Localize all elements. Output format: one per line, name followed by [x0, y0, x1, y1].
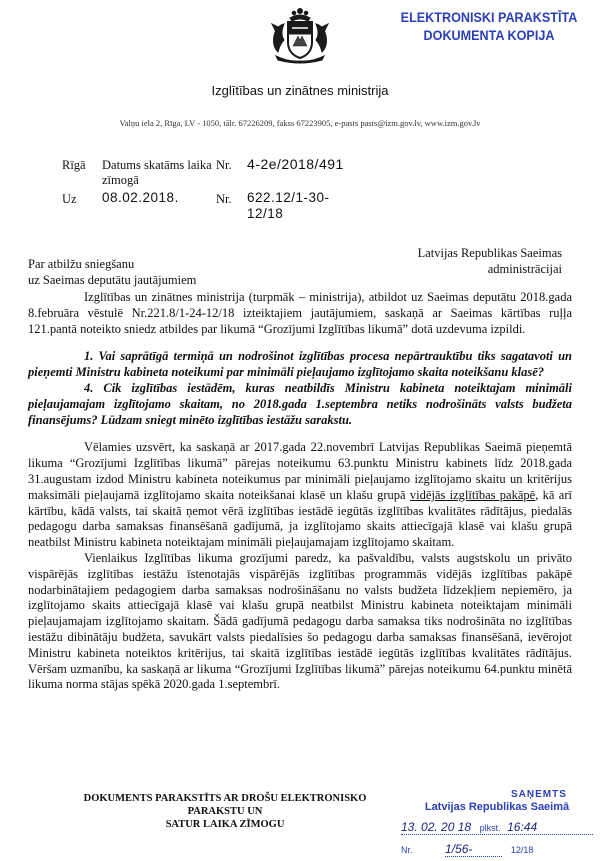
- paragraph-text-b: , kā arī kārtību, kādā valsts, tai skaitā ņemot vērā izglītības iestādē iegūtās izglītības kvalitātes rādītājus, piedalās pedagogu darba samaksas finansēšanā gadījumā, ja izglītojamo skaits attiecīgajā klasē vai klašu grupā neatbilst Ministru kabineta noteiktajam minimāli pieļaujamajam izglītojamo skaitam.: [28, 487, 572, 550]
- copy-note-line1: ELEKTRONISKI PARAKSTĪTA: [400, 9, 578, 25]
- letter-body: [28, 290, 572, 701]
- stamp-date-value: 13. 02. 20 18: [401, 820, 472, 834]
- ministry-name: Izglītības un zinātnes ministrija: [211, 83, 389, 98]
- meta-ref-number-line1: 622.12/1-30-: [247, 190, 330, 205]
- footer-line1: DOKUMENTS PARAKSTĪTS AR DROŠU ELEKTRONISKO PARAKSTU UN: [83, 793, 367, 817]
- meta-ref-number-line2: 12/18: [247, 206, 284, 221]
- recipient-line2: administrācijai: [487, 262, 562, 276]
- stamp-date-row: [401, 820, 593, 835]
- meta-nr-label: Nr.: [216, 158, 232, 172]
- coat-of-arms-emblem: [262, 6, 338, 66]
- stamp-nr-value: 1/56-: [445, 842, 502, 857]
- meta-ref-date: 08.02.2018.: [102, 190, 179, 205]
- underlined-phrase: vidējās izglītības pakāpē: [409, 487, 536, 502]
- stamp-time-label: plkst.: [479, 823, 501, 833]
- stamp-title: SAŅEMTS: [511, 789, 567, 800]
- question-1: 1. Vai saprātīgā termiņā un nodrošinot izglītības procesa nepārtrauktību tiks sagatavoti un pieņemti Ministru kabineta noteikumi par minimāli pieļaujamo izglītojamo skaita noteikšanu klasē?: [28, 349, 572, 380]
- recipient: [418, 245, 562, 277]
- meta-ref-nr-label: Nr.: [216, 192, 232, 206]
- question-4: 4. Cik izglītības iestādēm, kuras neatbildīs Ministru kabineta noteiktajam minimāli pieļaujamajam izglītojamo skaitam, no 2018.gada 1.septembra netiks nodrošināts valsts budžeta finansējums? Lūdzam sniegt minēto izglītības iestāžu sarakstu.: [28, 380, 572, 427]
- reply-note-line2: uz Saeimas deputātu jautājumiem: [28, 273, 197, 287]
- stamp-nr-row: [401, 842, 593, 856]
- copy-note-line2: DOKUMENTA KOPIJA: [423, 27, 555, 43]
- signature-footer-note: [70, 792, 380, 831]
- meta-number: 4-2e/2018/491: [247, 156, 344, 172]
- body-paragraph-intro: Izglītības un zinātnes ministrija (turpmāk – ministrija), atbildot uz Saeimas deputātu 2018.gada 8.februāra vēstulē Nr.221.8/1-24-12/18 izteiktajiem jautājumiem, saskaņā ar Saeimas kārtības ruļļa 121.pantā noteikto sniedz atbildes par likumā “Grozījumi Izglītības likumā” dotā uzdevuma izpildi.: [28, 290, 572, 336]
- signed-copy-note: [395, 8, 584, 44]
- meta-uz-label: Uz: [62, 192, 77, 206]
- receipt-stamp: [397, 790, 597, 861]
- stamp-institution: Latvijas Republikas Saeimā: [424, 801, 570, 813]
- reply-note-line1: Par atbilžu sniegšanu: [28, 257, 135, 271]
- body-paragraph-amendments: Vienlaikus Izglītības likuma grozījumi paredz, ka pašvaldību, valsts augstskolu un privāto vispārējās izglītības iestāžu īstenotajās vispārējās izglītības programmās vidējās izglītības pakāpē nodarbinātajiem pedagogiem darba samaksas nodrošināšanu no valsts budžeta līdzekļiem nepiemēro, ja izglītojamo skaits attiecīgajā klasē vai klašu grupā neatbilst Ministru kabineta noteiktajam minimāli pieļaujamajam izglītojamo skaitam. Šādā gadījumā pedagogu darba samaksa tiks nodrošināta no izglītības iestāžu dibinātāju budžeta, savukārt valsts piedalīsies šo pedagogu darba samaksas finansēšanā, ievērojot Ministru kabineta noteiktos kritērijus, tai skaitā izglītības iestādē iegūtās izglītības kvalitātes rādītājus. Vēršam uzmanību, ka saskaņā ar likuma “Grozījumi Izglītības likumā” pārejas noteikumu 64.punktu minētā likuma norma stājas spēkā 2020.gada 1.septembrī.: [28, 550, 572, 692]
- stamp-nr-label: Nr.: [401, 845, 413, 855]
- recipient-line1: Latvijas Republikas Saeimas: [417, 246, 562, 260]
- meta-place: Rīgā: [62, 158, 86, 172]
- ministry-address: Valņu iela 2, Rīga, LV - 1050, tālr. 67226209, fakss 67223905, e-pasts pasts@izm.gov.lv, www.izm.gov.lv: [119, 118, 481, 128]
- footer-line2: SATUR LAIKA ZĪMOGU: [165, 819, 285, 830]
- reply-note: [28, 256, 196, 288]
- stamp-time-value: 16:44: [507, 820, 538, 834]
- meta-date-label: Datums skatāms laika zīmogā: [102, 158, 212, 187]
- meta-ref-number: [247, 190, 330, 222]
- stamp-nr-suffix: 12/18: [510, 845, 534, 855]
- body-paragraph-emphasis: [28, 440, 572, 551]
- paragraph-text-a: Vēlamies uzsvērt, ka saskaņā ar 2017.gada 22.novembrī Latvijas Republikas Saeimā pieņemtā likuma “Grozījumi Izglītības likumā” pārejas noteikumu 63.punktu Ministru kabinets līdz 2018.gada 31.augustam izdod Ministru kabineta noteikumus par minimāli pieļaujamo izglītojamo skaitu un kritērijus maksimāli pieļaujamā izglītojamo skaita noteikšanai klasē un klašu grupā: [28, 440, 572, 502]
